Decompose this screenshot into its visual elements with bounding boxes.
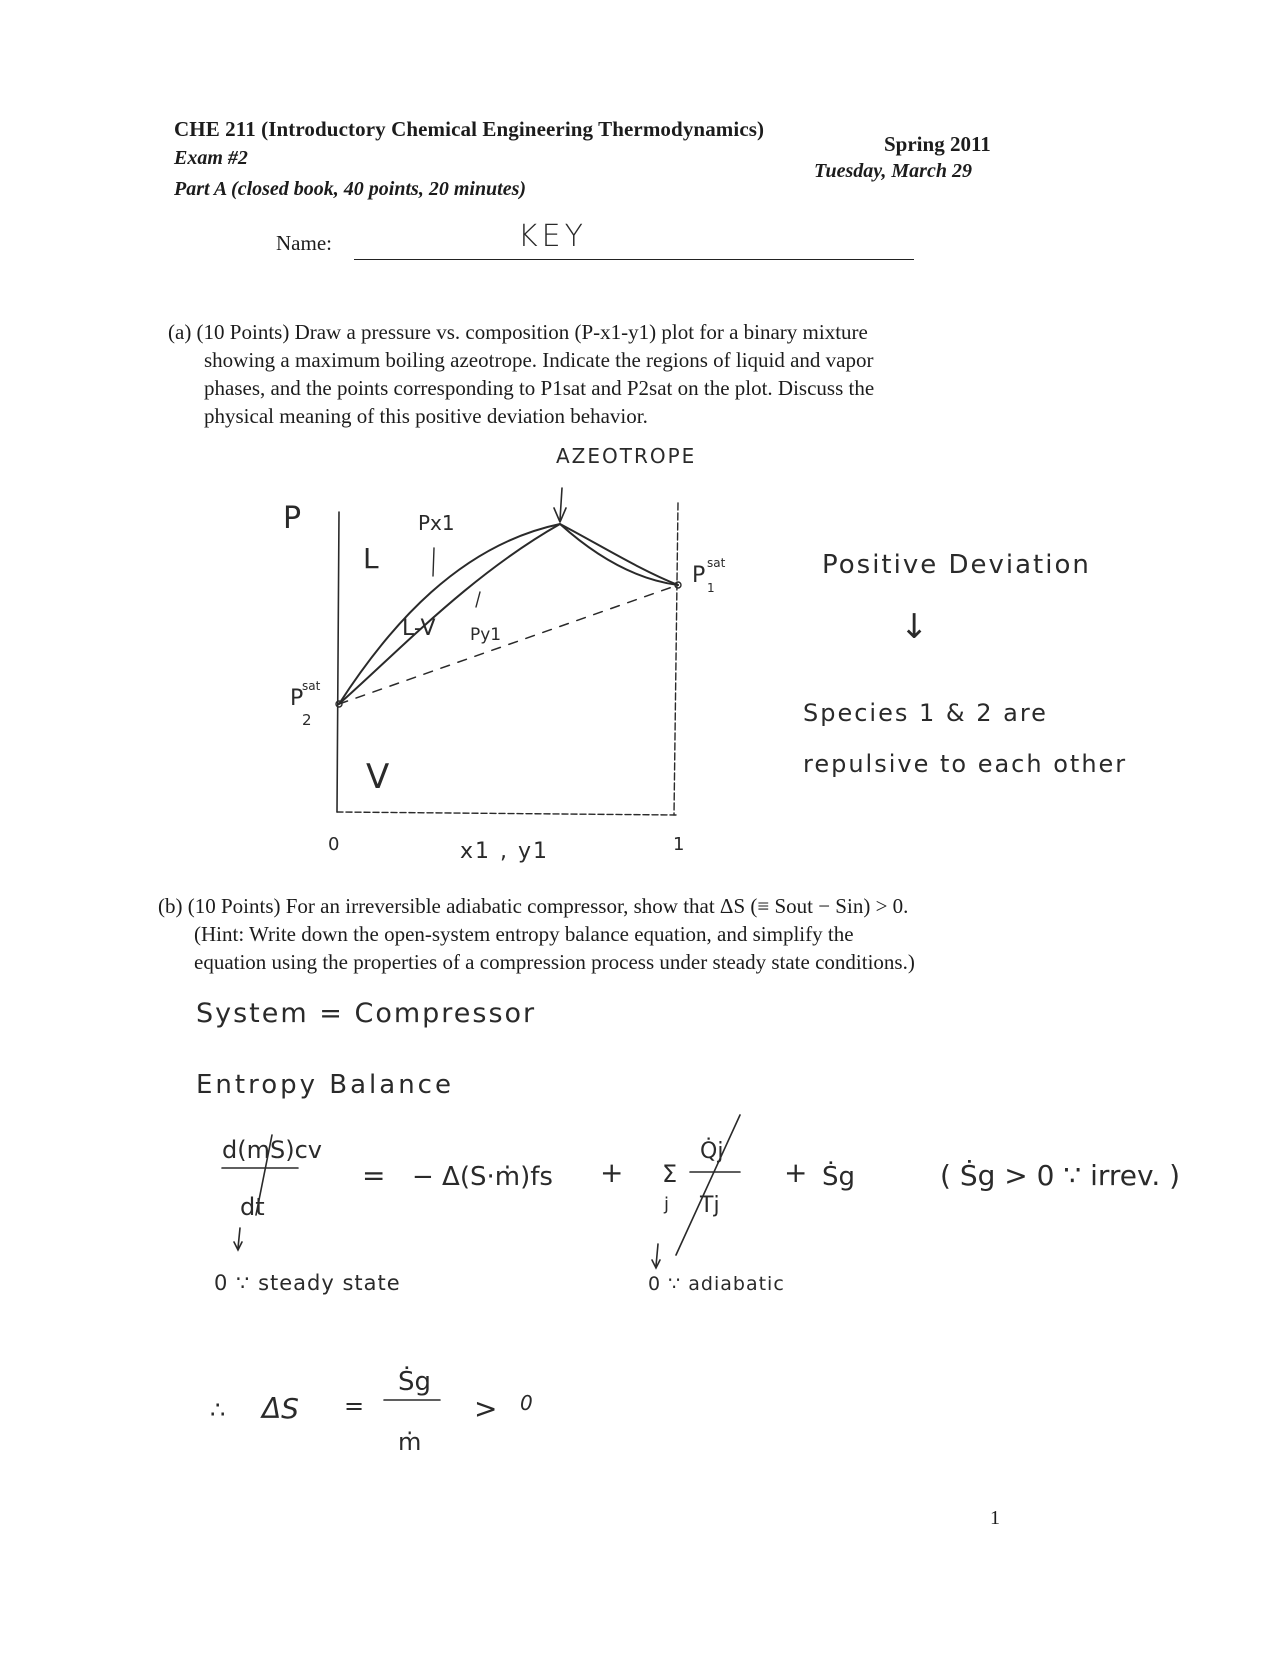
curve-py1-label: Py1 (470, 625, 502, 645)
heat-denominator: Tj (700, 1193, 720, 1218)
name-label: Name: (276, 231, 332, 255)
exam-part: Part A (closed book, 40 points, 20 minutes) (174, 178, 527, 200)
steady-state-note: 0 ∵ steady state (214, 1271, 401, 1295)
positive-deviation-note: Positive Deviation (822, 550, 1091, 580)
region-l: L (363, 542, 379, 575)
question-a-line-1: (a) (10 Points) Draw a pressure vs. composition (P-x1-y1) plot for a binary mixture (168, 320, 868, 344)
x-axis-one: 1 (673, 834, 685, 855)
exam-number: Exam #2 (174, 147, 248, 169)
axis-p-label: P (283, 501, 302, 536)
p1sat-sup: sat (707, 556, 726, 570)
lhs-numerator: d(mS)cv (222, 1136, 322, 1164)
sigma: Σ (662, 1160, 678, 1188)
p2sat-sub: 2 (302, 711, 312, 729)
term: Spring 2011 (884, 132, 991, 156)
species-note-line1: Species 1 & 2 are (803, 699, 1048, 727)
sigma-index: j (664, 1194, 670, 1215)
result-delta-s: ΔS (262, 1392, 299, 1425)
flow-term: − Δ(S·ṁ)fs (412, 1162, 553, 1192)
irreversible-note: ( Ṡg > 0 ∵ irrev. ) (940, 1159, 1181, 1192)
course-title: CHE 211 (Introductory Chemical Engineering Thermodynamics) (174, 117, 765, 141)
lhs-denominator: dt (240, 1193, 265, 1221)
p2sat-label: P (290, 686, 304, 711)
curve-px1-label: Px1 (418, 511, 455, 535)
plus-2: + (784, 1156, 808, 1189)
region-v: V (366, 757, 390, 797)
species-note-line2: repulsive to each other (803, 750, 1128, 778)
region-lv: L-V (402, 616, 436, 641)
name-value: KEY (518, 219, 587, 254)
exam-date: Tuesday, March 29 (814, 160, 972, 182)
plus-1: + (600, 1156, 624, 1189)
page-number: 1 (990, 1507, 1000, 1529)
p1sat-sub: 1 (707, 581, 715, 595)
result-numerator: Ṡg (398, 1367, 432, 1397)
p1sat-label: P (692, 563, 706, 588)
azeotrope-label: AZEOTROPE (556, 444, 697, 468)
question-b-line-1: (b) (10 Points) For an irreversible adiabatic compressor, show that ΔS (≡ Sout − Sin) > 0. (158, 894, 909, 918)
question-a-line-4: physical meaning of this positive deviation behavior. (204, 404, 648, 428)
sgen-term: Ṡg (822, 1162, 856, 1192)
result-zero: 0 (520, 1391, 533, 1415)
question-a-line-2: showing a maximum boiling azeotrope. Indicate the regions of liquid and vapor (204, 348, 874, 372)
p2sat-sup: sat (302, 679, 321, 693)
therefore-symbol: ∴ (210, 1396, 226, 1424)
system-line: System = Compressor (196, 998, 537, 1029)
question-b-line-3: equation using the properties of a compression process under steady state conditions.) (194, 950, 915, 974)
result-denominator: ṁ (398, 1428, 422, 1456)
question-a-line-3: phases, and the points corresponding to P1sat and P2sat on the plot. Discuss the (204, 376, 875, 400)
result-greater-than: > (474, 1392, 498, 1425)
deviation-arrow: ↓ (900, 607, 929, 647)
x-axis-label: x1 , y1 (460, 839, 550, 864)
heat-cancel-stroke (676, 1115, 740, 1255)
result-equals: = (344, 1392, 365, 1420)
entropy-balance-heading: Entropy Balance (196, 1070, 454, 1100)
equals-sign: = (362, 1159, 386, 1192)
x-axis-zero: 0 (328, 834, 340, 855)
question-b-line-2: (Hint: Write down the open-system entropy balance equation, and simplify the (194, 922, 854, 946)
adiabatic-note: 0 ∵ adiabatic (648, 1273, 785, 1295)
heat-numerator: Q̇j (700, 1139, 724, 1164)
